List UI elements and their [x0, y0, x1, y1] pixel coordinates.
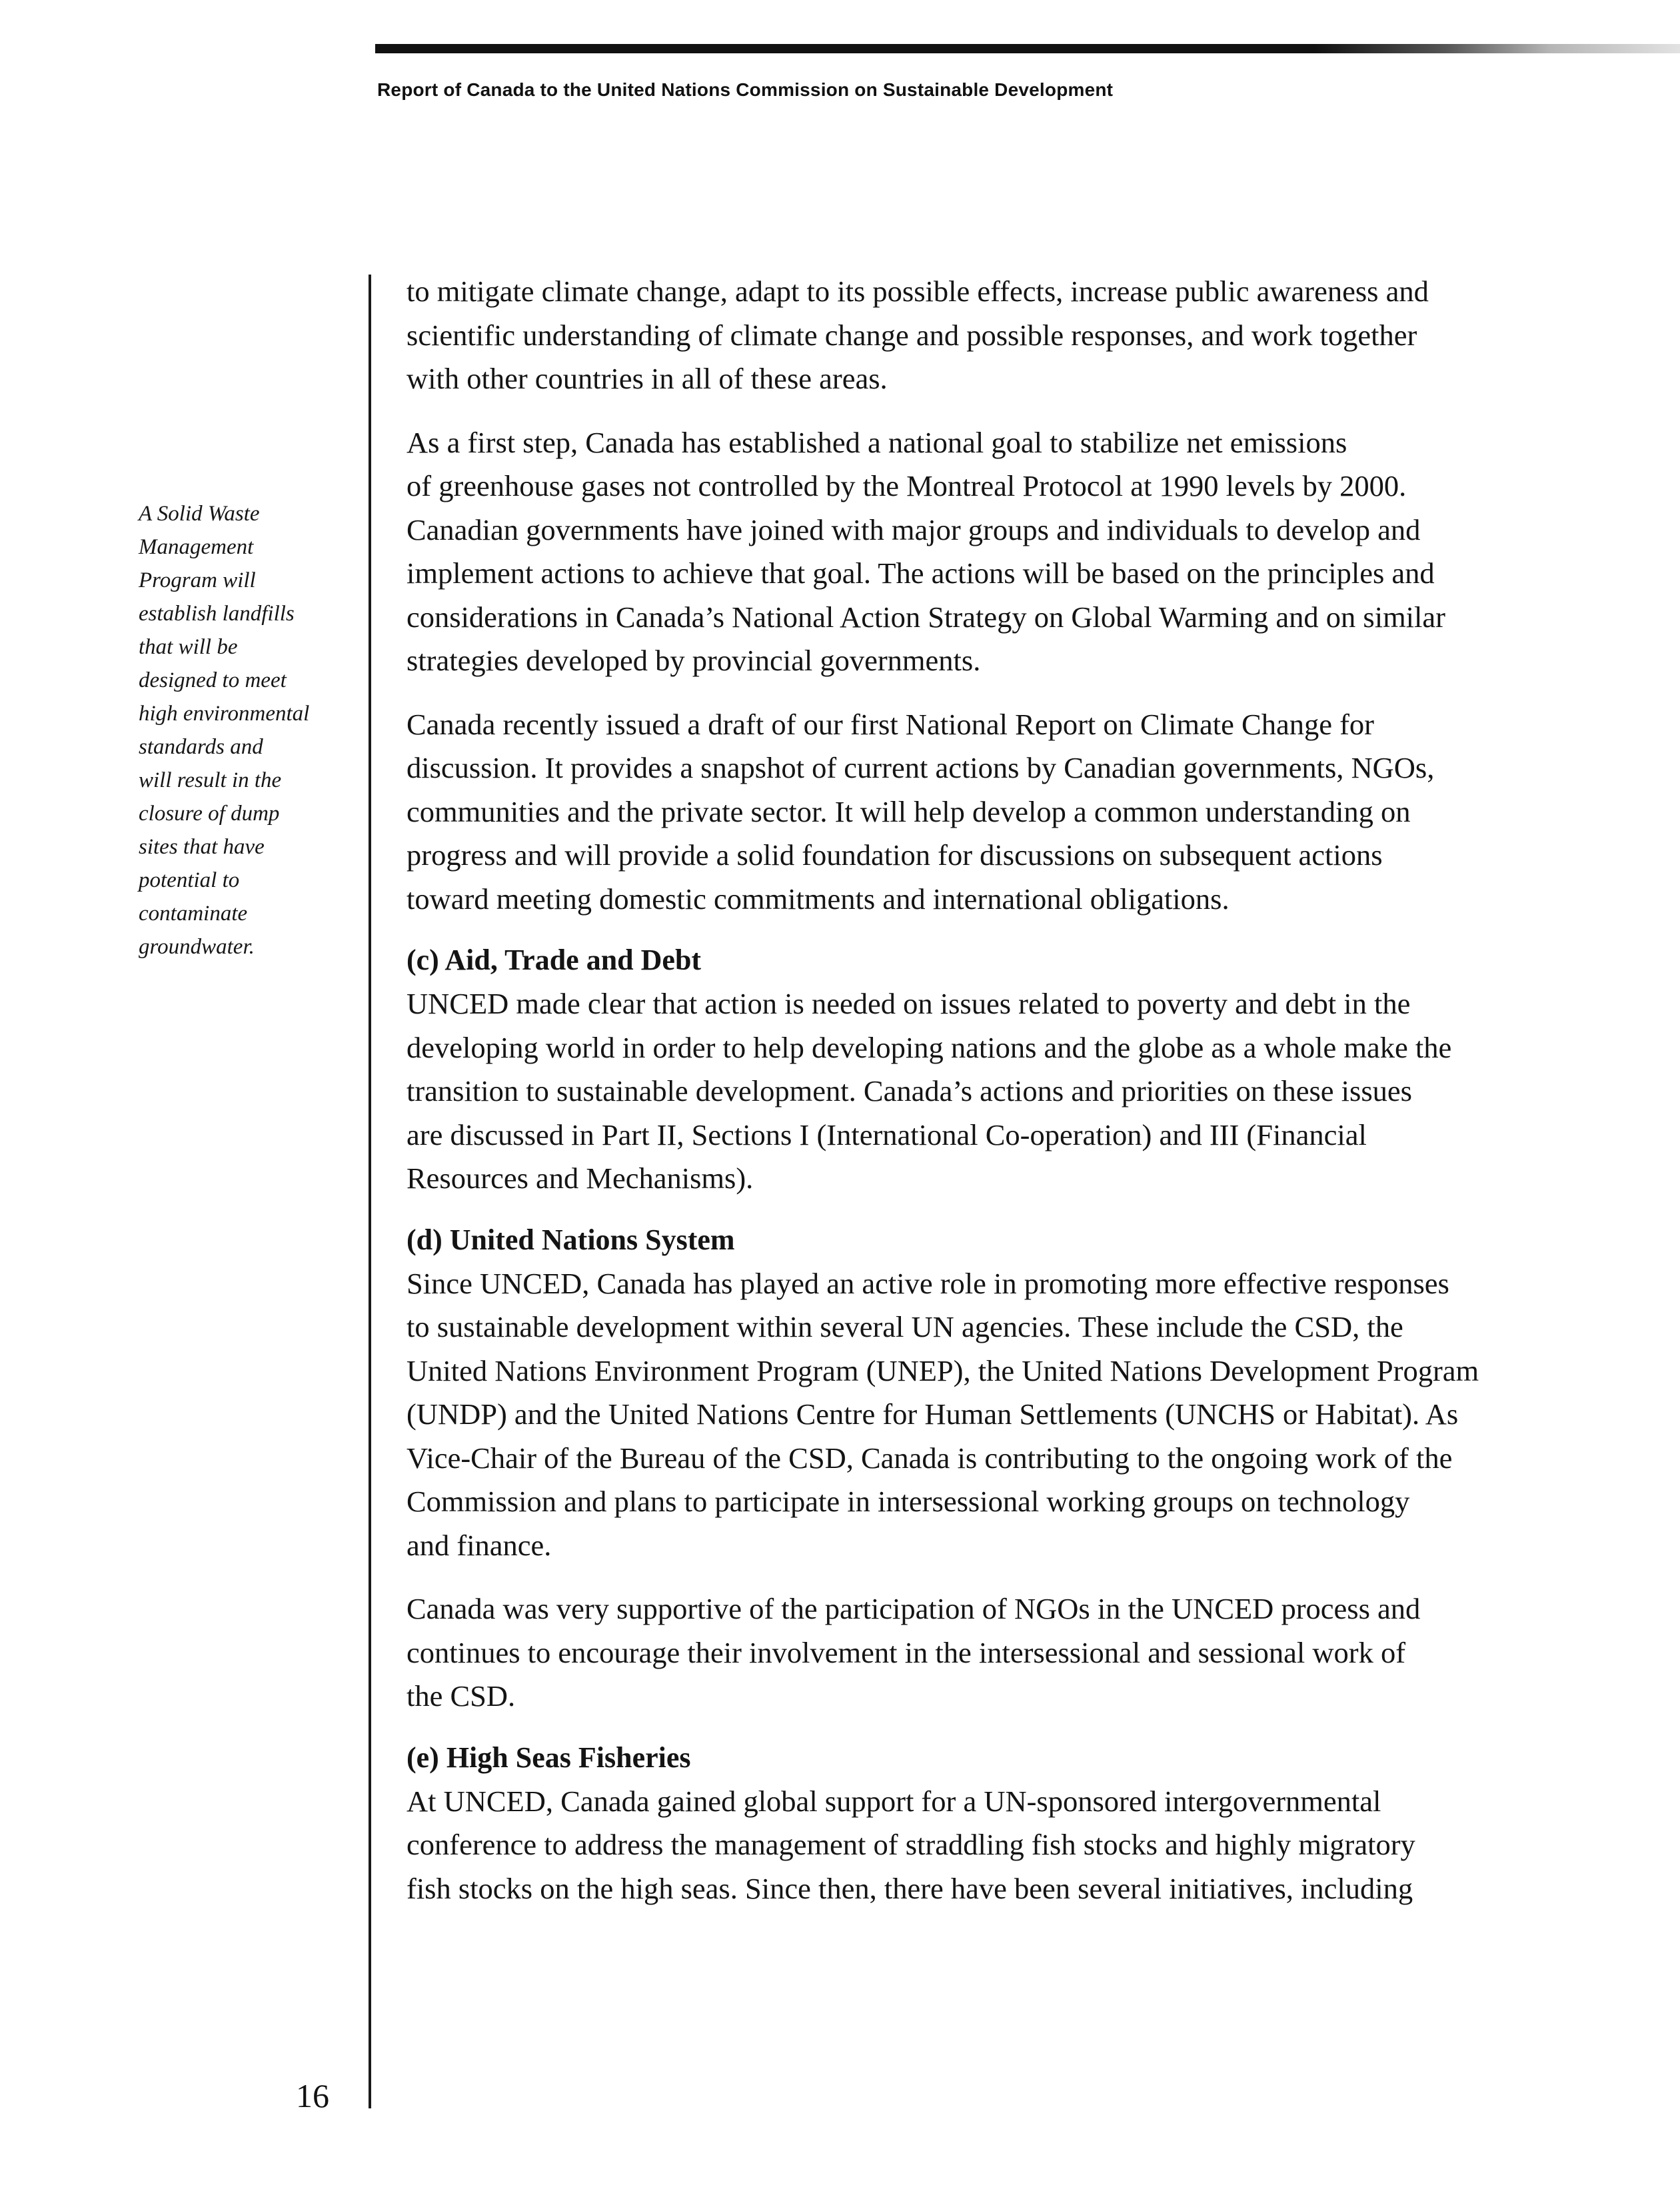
text-line: developing world in order to help developing nations and the globe as a whole make the [407, 1030, 1452, 1064]
sidebar-note-line: closure of dump [139, 802, 280, 826]
running-header: Report of Canada to the United Nations Commission on Sustainable Development [377, 79, 1114, 100]
sidebar-note-line: designed to meet [139, 668, 287, 692]
text-line: progress and will provide a solid foundation for discussions on subsequent actions [407, 838, 1383, 872]
paragraph-ngo-participation [407, 1587, 1559, 1719]
text-line: and finance. [407, 1528, 552, 1562]
sidebar-note-line: Management [139, 535, 254, 559]
paragraph-national-report [407, 703, 1559, 922]
paragraph-aid-trade-debt [407, 982, 1559, 1201]
sidebar-note [139, 497, 345, 964]
text-line: Since UNCED, Canada has played an active role in promoting more effective responses [407, 1266, 1449, 1300]
text-line: to sustainable development within several UN agencies. These include the CSD, the [407, 1310, 1403, 1343]
paragraph-high-seas-fisheries [407, 1780, 1559, 1911]
paragraph-climate-intro [407, 270, 1559, 401]
text-line: United Nations Environment Program (UNEP), the United Nations Development Program [407, 1353, 1479, 1387]
sidebar-note-line: high environmental [139, 702, 310, 726]
text-line: transition to sustainable development. Canada’s actions and priorities on these issues [407, 1074, 1412, 1107]
text-line: implement actions to achieve that goal. The actions will be based on the principles and [407, 556, 1435, 590]
text-line: At UNCED, Canada gained global support for a UN-sponsored intergovernmental [407, 1784, 1381, 1818]
sidebar-note-line: that will be [139, 635, 238, 659]
text-line: conference to address the management of straddling fish stocks and highly migratory [407, 1828, 1415, 1861]
text-line: toward meeting domestic commitments and international obligations. [407, 882, 1230, 916]
text-line: communities and the private sector. It will help develop a common understanding on [407, 794, 1411, 828]
header-rule [375, 44, 1680, 53]
section-heading-un-system: (d) United Nations System [407, 1223, 735, 1256]
section-heading-high-seas-fisheries: (e) High Seas Fisheries [407, 1741, 691, 1774]
sidebar-note-line: potential to [139, 868, 240, 892]
sidebar-note-line: contaminate [139, 902, 248, 926]
text-line: to mitigate climate change, adapt to its possible effects, increase public awareness and [407, 275, 1429, 308]
text-line: discussion. It provides a snapshot of current actions by Canadian governments, NGOs, [407, 751, 1435, 784]
text-line: Resources and Mechanisms). [407, 1161, 754, 1195]
page-number: 16 [296, 2077, 329, 2114]
sidebar-note-line: A Solid Waste [139, 502, 260, 526]
text-line: Canada recently issued a draft of our first National Report on Climate Change for [407, 707, 1374, 741]
paragraph-un-system [407, 1262, 1559, 1568]
text-line: considerations in Canada’s National Action Strategy on Global Warming and on similar [407, 600, 1445, 634]
column-divider [369, 275, 371, 2108]
sidebar-note-line: groundwater. [139, 935, 255, 959]
text-line: Commission and plans to participate in intersessional working groups on technology [407, 1485, 1410, 1518]
text-line: Canadian governments have joined with major groups and individuals to develop and [407, 512, 1421, 546]
sidebar-note-line: establish landfills [139, 602, 295, 626]
text-line: As a first step, Canada has established a national goal to stabilize net emissions [407, 425, 1347, 459]
text-line: Canada was very supportive of the participation of NGOs in the UNCED process and [407, 1592, 1421, 1625]
sidebar-note-line: sites that have [139, 835, 265, 859]
sidebar-note-line: standards and [139, 735, 263, 759]
text-line: UNCED made clear that action is needed on issues related to poverty and debt in the [407, 987, 1411, 1020]
text-line: Vice-Chair of the Bureau of the CSD, Canada is contributing to the ongoing work of the [407, 1441, 1453, 1475]
text-line: are discussed in Part II, Sections I (International Co-operation) and III (Financial [407, 1117, 1367, 1151]
text-line: with other countries in all of these areas. [407, 362, 888, 395]
paragraph-national-goal [407, 421, 1559, 683]
text-line: (UNDP) and the United Nations Centre for Human Settlements (UNCHS or Habitat). As [407, 1397, 1459, 1431]
text-line: the CSD. [407, 1679, 516, 1713]
text-line: of greenhouse gases not controlled by the Montreal Protocol at 1990 levels by 2000. [407, 469, 1407, 502]
text-line: fish stocks on the high seas. Since then, there have been several initiatives, including [407, 1871, 1413, 1905]
sidebar-note-line: will result in the [139, 768, 282, 792]
main-text [407, 270, 1559, 1930]
text-line: scientific understanding of climate change and possible responses, and work together [407, 318, 1417, 352]
sidebar-note-line: Program will [139, 568, 256, 592]
text-line: continues to encourage their involvement in the intersessional and sessional work of [407, 1635, 1406, 1669]
text-line: strategies developed by provincial governments. [407, 644, 981, 677]
section-heading-aid-trade-debt: (c) Aid, Trade and Debt [407, 944, 702, 976]
